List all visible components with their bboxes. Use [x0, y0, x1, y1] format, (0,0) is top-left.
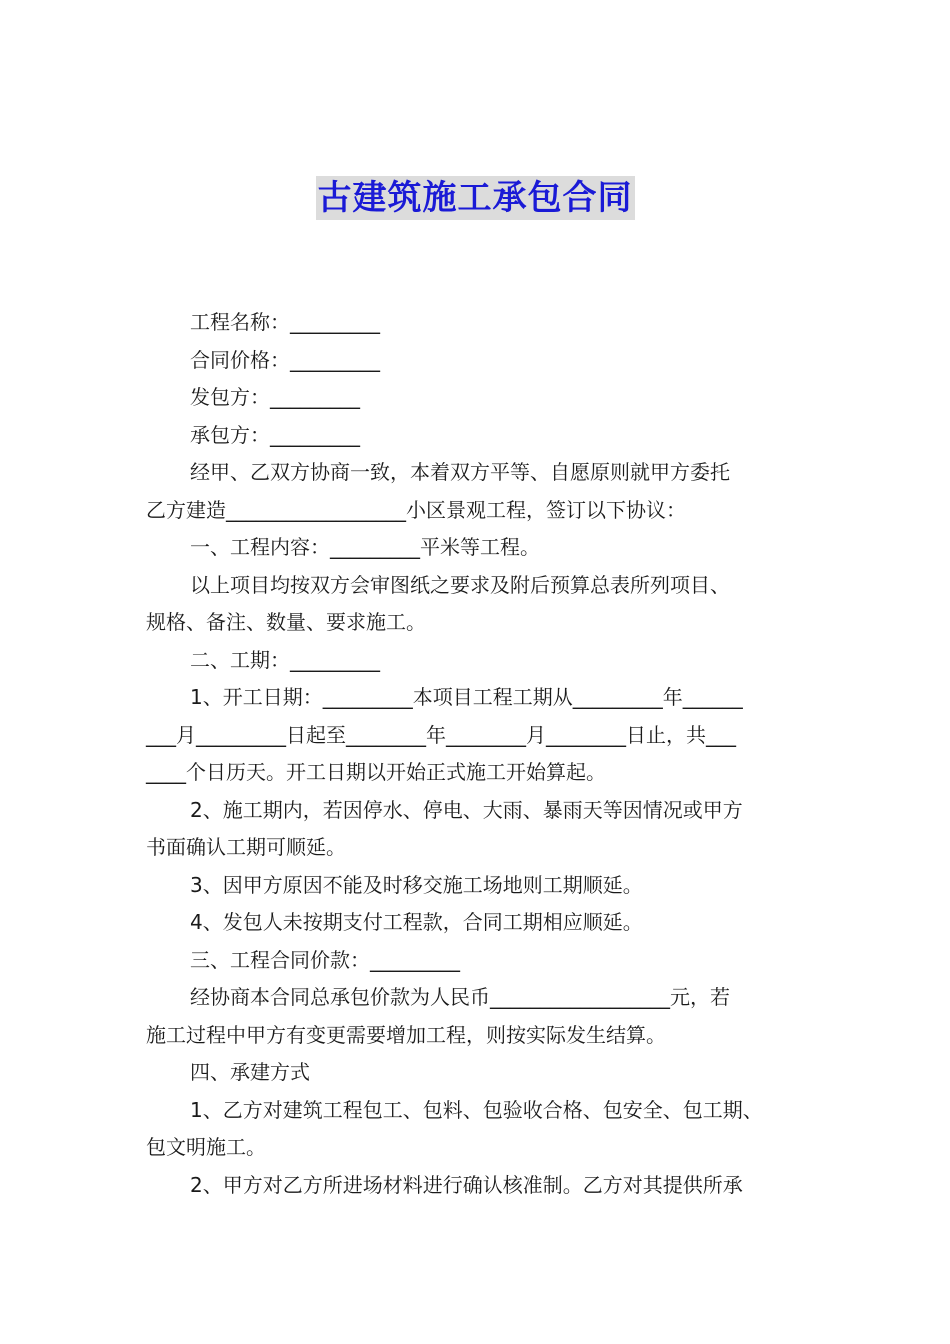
- clause-4-1-line-1: 1、乙方对建筑工程包工、包料、包验收合格、包安全、包工期、: [190, 1097, 763, 1122]
- section-2-heading: 二、工期：_________: [190, 647, 380, 672]
- section-3-text-line-1: 经协商本合同总承包价款为人民币__________________元，若: [190, 985, 730, 1009]
- section-4-heading: 四、承建方式: [190, 1060, 310, 1084]
- field-contractor: 承包方：_________: [190, 422, 360, 447]
- clause-4-1-line-2: 包文明施工。: [146, 1135, 266, 1159]
- clause-2-2-line-1: 2、施工期内，若因停水、停电、大雨、暴雨天等因情况或甲方: [190, 797, 743, 822]
- section-1-text-line-2: 规格、备注、数量、要求施工。: [146, 610, 426, 634]
- clause-2-4: 4、发包人未按期支付工程款，合同工期相应顺延。: [190, 910, 643, 934]
- field-contract-price: 合同价格：_________: [190, 347, 380, 372]
- section-1-text-line-1: 以上项目均按双方会审图纸之要求及附后预算总表所列项目、: [190, 572, 730, 597]
- field-project-name: 工程名称：_________: [190, 310, 380, 334]
- clause-2-1-line-2: ___月_________日起至________年________月________日止，共___: [146, 722, 736, 747]
- section-3-text-line-2: 施工过程中甲方有变更需要增加工程，则按实际发生结算。: [146, 1022, 666, 1047]
- document-title: 古建筑施工承包合同: [317, 178, 633, 218]
- clause-2-1-line-3: ____个日历天。开工日期以开始正式施工开始算起。: [146, 760, 606, 784]
- clause-2-2-line-2: 书面确认工期可顺延。: [146, 835, 346, 859]
- clause-4-2-line-1: 2、甲方对乙方所进场材料进行确认核准制。乙方对其提供所承: [190, 1172, 743, 1197]
- preamble-line-2: 乙方建造__________________小区景观工程，签订以下协议：: [146, 497, 686, 522]
- clause-2-3: 3、因甲方原因不能及时移交施工场地则工期顺延。: [190, 872, 643, 897]
- clause-2-1-line-1: 1、开工日期：_________本项目工程工期从_________年______: [190, 685, 743, 709]
- preamble-line-1: 经甲、乙双方协商一致，本着双方平等、自愿原则就甲方委托: [190, 460, 730, 484]
- field-employer: 发包方：_________: [190, 385, 360, 409]
- title-block: [0, 176, 950, 220]
- section-1-heading: 一、工程内容：_________平米等工程。: [190, 535, 540, 559]
- document-body: [146, 304, 810, 1204]
- section-3-heading: 三、工程合同价款：_________: [190, 947, 460, 972]
